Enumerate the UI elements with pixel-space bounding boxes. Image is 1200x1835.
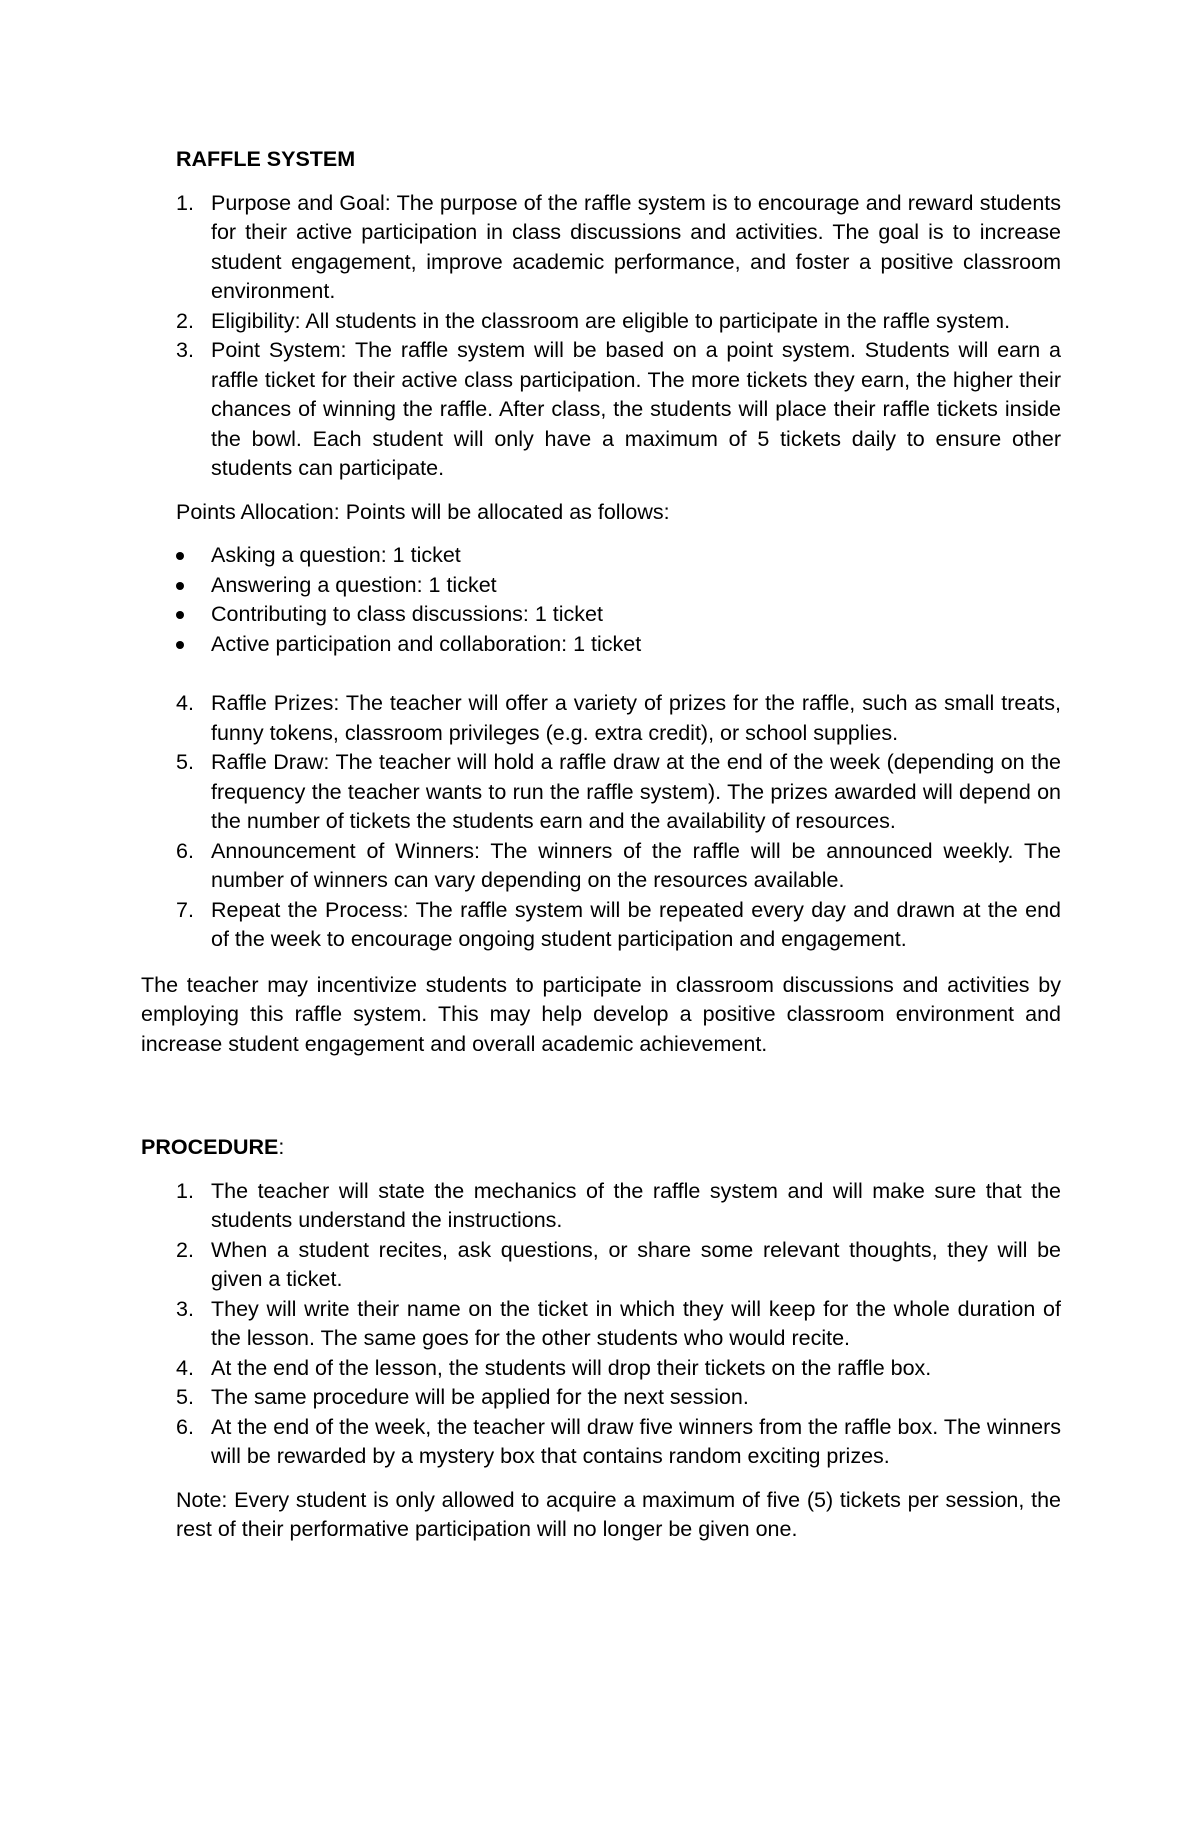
list-number: 6. [176,1414,194,1439]
list-item-text: Eligibility: All students in the classroom are eligible to participate in the raffle system. [211,308,1011,333]
list-item-text: Point System: The raffle system will be based on a point system. Students will earn a raffle ticket for their active class participation. The more tickets they earn, the higher their chances of winning the raffle. After class, the students will place their raffle tickets inside the bowl. Each student will only have a maximum of 5 tickets daily to ensure other students can participate. [211,338,1061,480]
list-item [176,336,1061,484]
list-item [176,307,1061,337]
list-item [176,1177,1061,1236]
bullet-text: Answering a question: 1 ticket [211,572,497,597]
list-item [176,189,1061,307]
bullet-item [176,541,1061,571]
list-item-text: Raffle Draw: The teacher will hold a raffle draw at the end of the week (depending on the frequency the teacher wants to run the raffle system). The prizes awarded will depend on the number of tickets the students earn and the availability of resources. [211,750,1061,833]
list-item-text: The same procedure will be applied for the next session. [211,1385,749,1409]
list-number: 2. [176,308,194,333]
bullet-text: Contributing to class discussions: 1 ticket [211,602,603,626]
list-item-text: When a student recites, ask questions, or share some relevant thoughts, they will be given a ticket. [211,1237,1061,1291]
list-number: 6. [176,838,194,863]
list-item [176,689,1061,748]
list-item [176,1236,1061,1295]
list-item-text: They will write their name on the ticket in which they will keep for the whole duration of the lesson. The same goes for the other students who would recite. [211,1296,1061,1350]
bullet-icon [176,641,184,649]
list-number: 4. [176,1355,194,1380]
list-number: 3. [176,338,194,362]
points-bullet-list [176,541,1061,659]
bullet-icon [176,611,184,619]
procedure-list [176,1177,1061,1472]
list-item-text: Raffle Prizes: The teacher will offer a variety of prizes for the raffle, such as small treats, funny tokens, classroom privileges (e.g. extra credit), or school supplies. [211,691,1061,745]
bullet-item [176,630,1061,660]
list-item-text: Purpose and Goal: The purpose of the raffle system is to encourage and reward students for their active participation in class discussions and activities. The goal is to increase student engagement, improve academic performance, and foster a positive classroom environment. [211,190,1061,303]
bullet-text: Active participation and collaboration: 1 ticket [211,631,642,656]
list-item [176,837,1061,896]
list-item [176,1295,1061,1354]
procedure-heading [141,1133,1200,1163]
list-item-text: The teacher will state the mechanics of the raffle system and will make sure that the students understand the instructions. [211,1178,1061,1232]
list-item-text: At the end of the lesson, the students will drop their tickets on the raffle box. [211,1355,932,1380]
list-item [176,1354,1061,1384]
list-number: 4. [176,691,194,715]
list-item-text: At the end of the week, the teacher will draw five winners from the raffle box. The winners will be rewarded by a mystery box that contains random exciting prizes. [211,1414,1061,1468]
bullet-item [176,571,1061,601]
list-item-text: Repeat the Process: The raffle system will be repeated every day and drawn at the end of the week to encourage ongoing student participation and engagement. [211,897,1061,951]
list-number: 2. [176,1237,194,1262]
raffle-list-part-2 [176,689,1061,955]
list-item-text: Announcement of Winners: The winners of the raffle will be announced weekly. The number of winners can vary depending on the resources available. [211,838,1061,892]
list-number: 5. [176,750,194,774]
bullet-icon [176,552,184,560]
list-number: 1. [176,190,194,215]
procedure-heading-colon: : [278,1135,285,1159]
list-number: 5. [176,1385,194,1409]
bullet-item [176,600,1061,630]
summary-paragraph: The teacher may incentivize students to participate in classroom discussions and activities by employing this raffle system. This may help develop a positive classroom environment and increase student engagement and overall academic achievement. [141,972,1061,1056]
points-allocation-text: Points Allocation: Points will be allocated as follows: [176,499,670,524]
note-paragraph: Note: Every student is only allowed to acquire a maximum of five (5) tickets per session, the rest of their performative participation will no longer be given one. [176,1487,1061,1541]
list-item [176,1383,1061,1413]
list-item [176,748,1061,837]
list-number: 7. [176,897,194,922]
list-item [176,1413,1061,1472]
list-number: 1. [176,1178,194,1203]
list-item [176,896,1061,955]
raffle-system-heading: RAFFLE SYSTEM [176,147,356,171]
bullet-icon [176,582,184,590]
procedure-heading-text: PROCEDURE [141,1135,279,1159]
list-number: 3. [176,1296,194,1321]
bullet-text: Asking a question: 1 ticket [211,543,461,567]
raffle-list-part-1 [176,189,1061,484]
